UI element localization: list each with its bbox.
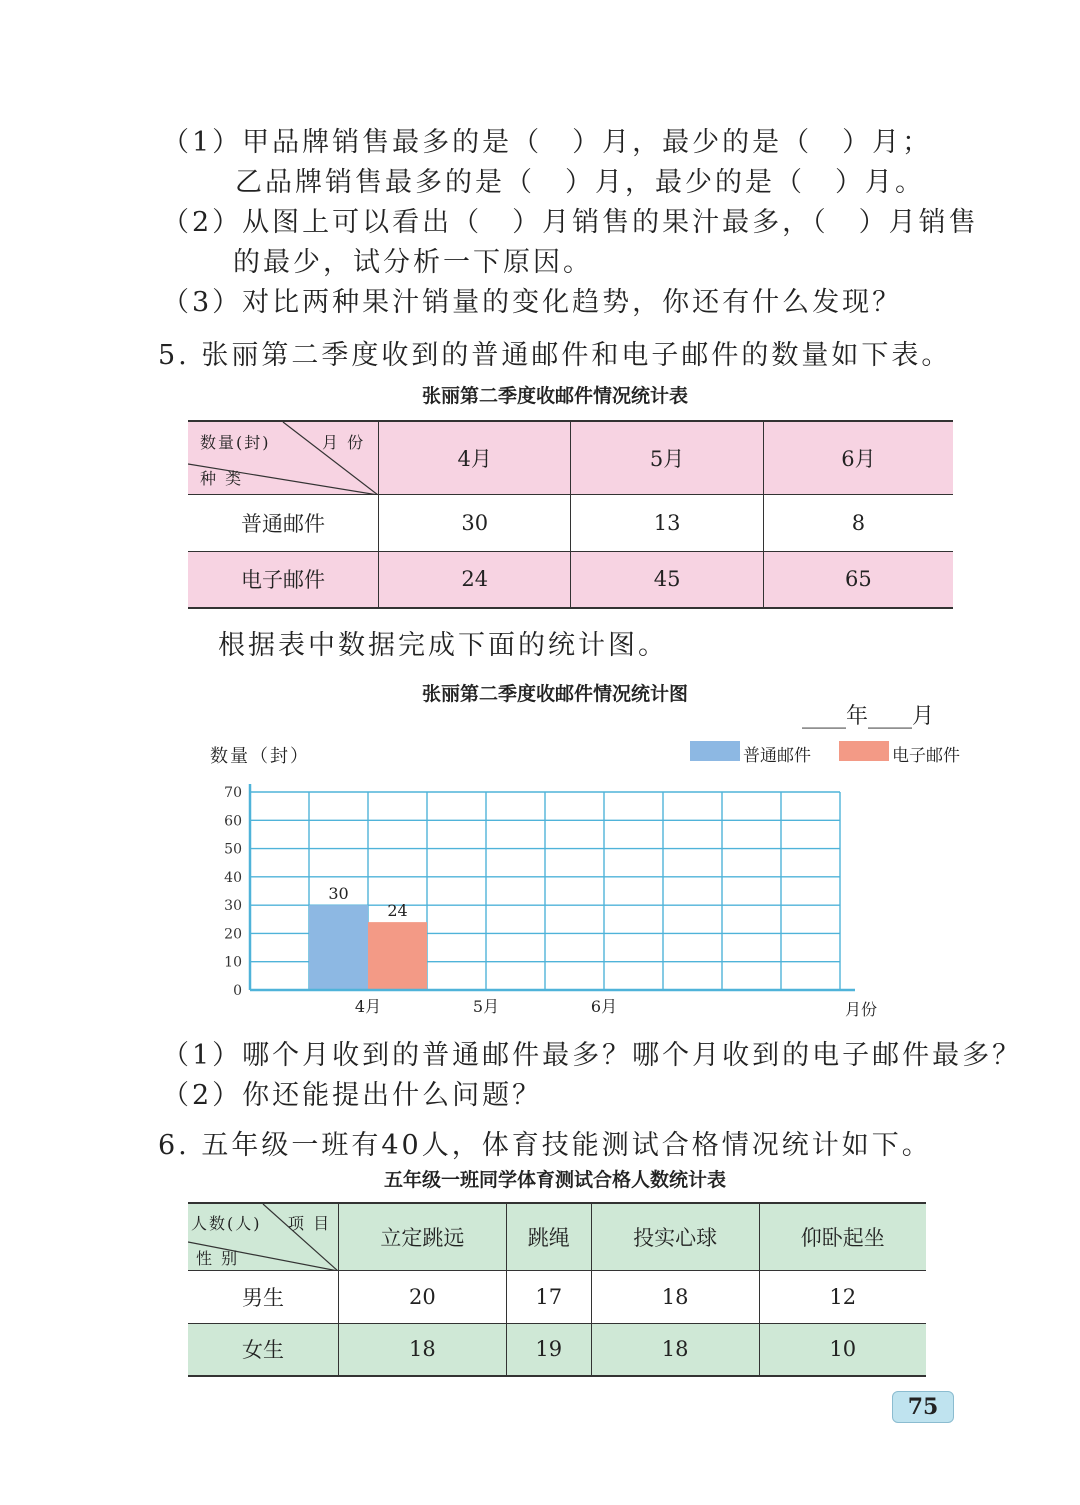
cell: 10 — [759, 1323, 926, 1376]
pe-stat-table — [188, 1202, 926, 1377]
bar-email — [368, 922, 427, 990]
table-row-girls — [188, 1323, 926, 1376]
page-number: 75 — [892, 1391, 954, 1423]
cell: 24 — [379, 551, 571, 608]
cell: 18 — [591, 1270, 759, 1323]
mail-bar-chart — [0, 740, 1080, 1040]
header-rope-skipping: 跳绳 — [506, 1203, 591, 1270]
header-ball-throw: 投实心球 — [591, 1203, 759, 1270]
y-tick-label: 30 — [224, 898, 242, 915]
q4-item2-line1: （2）从图上可以看出（ ）月销售的果汁最多，（ ）月销售 — [162, 207, 979, 238]
cell: 20 — [339, 1270, 507, 1323]
cell: 13 — [571, 494, 763, 551]
q5-instruction: 根据表中数据完成下面的统计图。 — [218, 630, 668, 661]
x-axis-title: 月份 — [845, 1000, 878, 1019]
q5-question-2: （2）你还能提出什么问题？ — [162, 1080, 543, 1111]
q4-item3: （3）对比两种果汁销量的变化趋势，你还有什么发现？ — [162, 287, 903, 318]
q5-prompt: 5. 张丽第二季度收到的普通邮件和电子邮件的数量如下表。 — [158, 340, 952, 371]
cell: 45 — [571, 551, 763, 608]
x-tick-label: 5月 — [472, 997, 500, 1016]
legend-label-regular: 普通邮件 — [743, 746, 811, 766]
table-row-boys — [188, 1270, 926, 1323]
diag-month-label: 月 份 — [322, 433, 366, 452]
q4-item1-line2: 乙品牌销售最多的是（ ）月，最少的是（ ）月。 — [235, 167, 925, 198]
mail-stat-table — [188, 420, 953, 609]
cell: 8 — [763, 494, 953, 551]
header-sit-ups: 仰卧起坐 — [759, 1203, 926, 1270]
y-axis-title: 数量（封） — [210, 746, 310, 767]
mail-table-header-row — [188, 421, 953, 494]
header-long-jump: 立定跳远 — [339, 1203, 507, 1270]
header-may: 5月 — [571, 421, 763, 494]
bar-value-label: 30 — [328, 884, 349, 904]
y-tick-label: 0 — [233, 983, 242, 999]
legend-label-email: 电子邮件 — [892, 746, 960, 766]
bar-value-label: 24 — [387, 901, 408, 921]
table-row-regular-mail — [188, 494, 953, 551]
diag-item-label: 项 目 — [288, 1214, 332, 1233]
q6-prompt: 6. 五年级一班有40人，体育技能测试合格情况统计如下。 — [158, 1130, 932, 1161]
cell: 19 — [506, 1323, 591, 1376]
q5-question-1: （1）哪个月收到的普通邮件最多？哪个月收到的电子邮件最多？ — [162, 1040, 1023, 1071]
row-label: 普通邮件 — [188, 494, 379, 551]
y-tick-label: 20 — [224, 926, 242, 943]
y-tick-label: 50 — [224, 841, 242, 858]
row-label: 男生 — [188, 1270, 339, 1323]
q4-item1-line1: （1）甲品牌销售最多的是（ ）月，最少的是（ ）月； — [162, 127, 933, 158]
y-tick-label: 40 — [224, 869, 242, 886]
pe-table-header-row — [188, 1203, 926, 1270]
header-june: 6月 — [763, 421, 953, 494]
cell: 12 — [759, 1270, 926, 1323]
cell: 30 — [379, 494, 571, 551]
y-tick-label: 70 — [224, 785, 242, 801]
header-april: 4月 — [379, 421, 571, 494]
row-label: 女生 — [188, 1323, 339, 1376]
table-row-email — [188, 551, 953, 608]
diag-type-label: 种 类 — [200, 469, 244, 488]
date-fill-blank: ____年____月 — [802, 704, 935, 729]
cell: 18 — [591, 1323, 759, 1376]
y-tick-label: 10 — [224, 954, 242, 971]
cell: 65 — [763, 551, 953, 608]
diag-gender-label: 性 别 — [196, 1249, 240, 1268]
cell: 18 — [339, 1323, 507, 1376]
x-tick-label: 6月 — [590, 997, 618, 1016]
pe-table-diagonal-header — [188, 1203, 339, 1270]
chart-title: 张丽第二季度收邮件情况统计图 — [421, 683, 689, 705]
q6-table-title: 五年级一班同学体育测试合格人数统计表 — [383, 1169, 727, 1191]
row-label: 电子邮件 — [188, 551, 379, 608]
diag-people-label: 人数(人) — [191, 1214, 262, 1233]
x-tick-label: 4月 — [354, 997, 382, 1016]
q5-table-title: 张丽第二季度收邮件情况统计表 — [421, 385, 689, 407]
cell: 17 — [506, 1270, 591, 1323]
q4-item2-line2: 的最少，试分析一下原因。 — [233, 247, 593, 278]
y-tick-label: 60 — [224, 813, 242, 830]
mail-table-diagonal-header — [188, 421, 379, 494]
bar-regular-mail — [309, 905, 368, 990]
diag-quantity-label: 数量(封) — [200, 433, 271, 452]
